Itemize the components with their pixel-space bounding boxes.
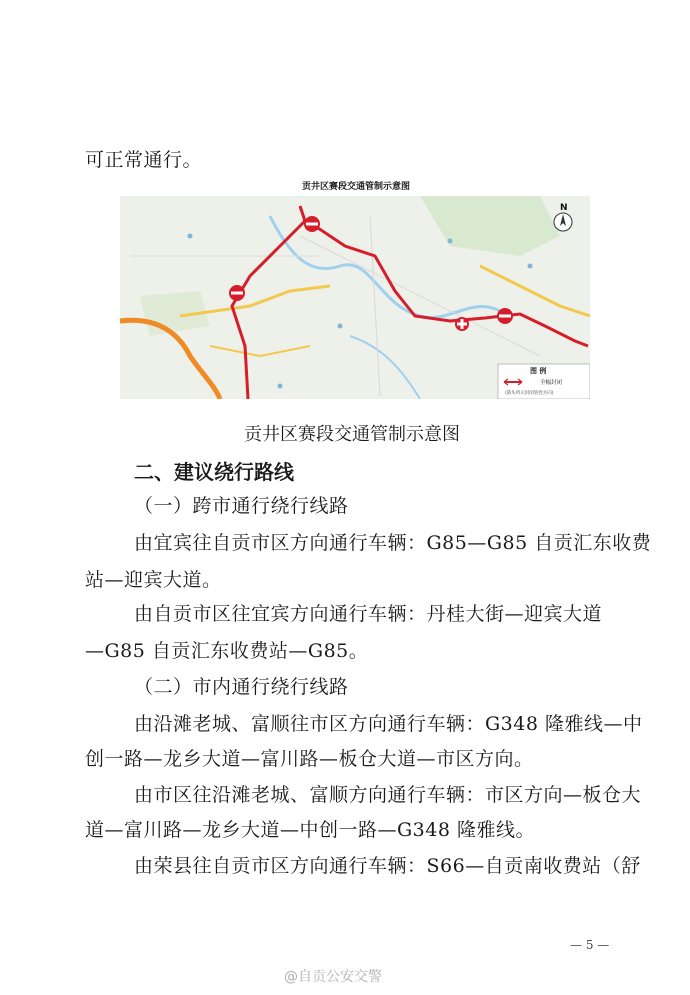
page-number: — 5 — bbox=[570, 938, 610, 952]
paragraph-line: 创一路—龙乡大道—富川路—板仓大道—市区方向。 bbox=[85, 748, 534, 770]
paragraph-line: 由市区往沿滩老城、富顺方向通行车辆：市区方向—板仓大 bbox=[134, 784, 642, 806]
paragraph-line: 由宜宾往自贡市区方向通行车辆：G85—G85 自贡汇东收费 bbox=[134, 532, 652, 554]
paragraph-line: 站—迎宾大道。 bbox=[85, 569, 222, 591]
no-entry-sign bbox=[304, 216, 320, 232]
legend-note: (箭头所示封闭管控方向) bbox=[505, 391, 554, 396]
section-heading: 二、建议绕行路线 bbox=[134, 460, 294, 484]
legend-item: 全幅封闭 bbox=[540, 380, 563, 386]
watermark: @自贡公安交警 bbox=[284, 969, 382, 985]
paragraph-line: 道—富川路—龙乡大道—中创一路—G348 隆雅线。 bbox=[85, 819, 535, 841]
poi-marker bbox=[338, 324, 343, 329]
poi-marker bbox=[528, 264, 533, 269]
map-legend bbox=[498, 364, 590, 399]
legend-title: 图 例 bbox=[530, 367, 547, 375]
map-svg bbox=[120, 196, 590, 399]
poi-marker bbox=[188, 234, 193, 239]
poi-marker bbox=[448, 239, 453, 244]
no-entry-sign bbox=[229, 285, 245, 301]
paragraph-line: 由沿滩老城、富顺往市区方向通行车辆：G348 隆雅线—中 bbox=[134, 713, 643, 735]
map-title: 贡井区赛段交通管制示意图 bbox=[302, 182, 411, 192]
north-compass-icon bbox=[554, 213, 572, 231]
paragraph-line: —G85 自贡汇东收费站—G85。 bbox=[85, 640, 369, 662]
traffic-control-map bbox=[120, 196, 590, 399]
map-caption: 贡井区赛段交通管制示意图 bbox=[244, 424, 460, 445]
subsection-heading: （一）跨市通行绕行线路 bbox=[134, 495, 349, 517]
no-entry-sign bbox=[497, 308, 513, 324]
north-label: N bbox=[560, 203, 568, 213]
hospital-icon bbox=[455, 317, 469, 331]
poi-marker bbox=[278, 384, 283, 389]
paragraph-line: 由自贡市区往宜宾方向通行车辆：丹桂大街—迎宾大道 bbox=[134, 603, 603, 625]
paragraph-continuation: 可正常通行。 bbox=[85, 149, 203, 171]
subsection-heading: （二）市内通行绕行线路 bbox=[134, 676, 349, 698]
paragraph-line: 由荣县往自贡市区方向通行车辆：S66—自贡南收费站（舒 bbox=[134, 855, 641, 877]
